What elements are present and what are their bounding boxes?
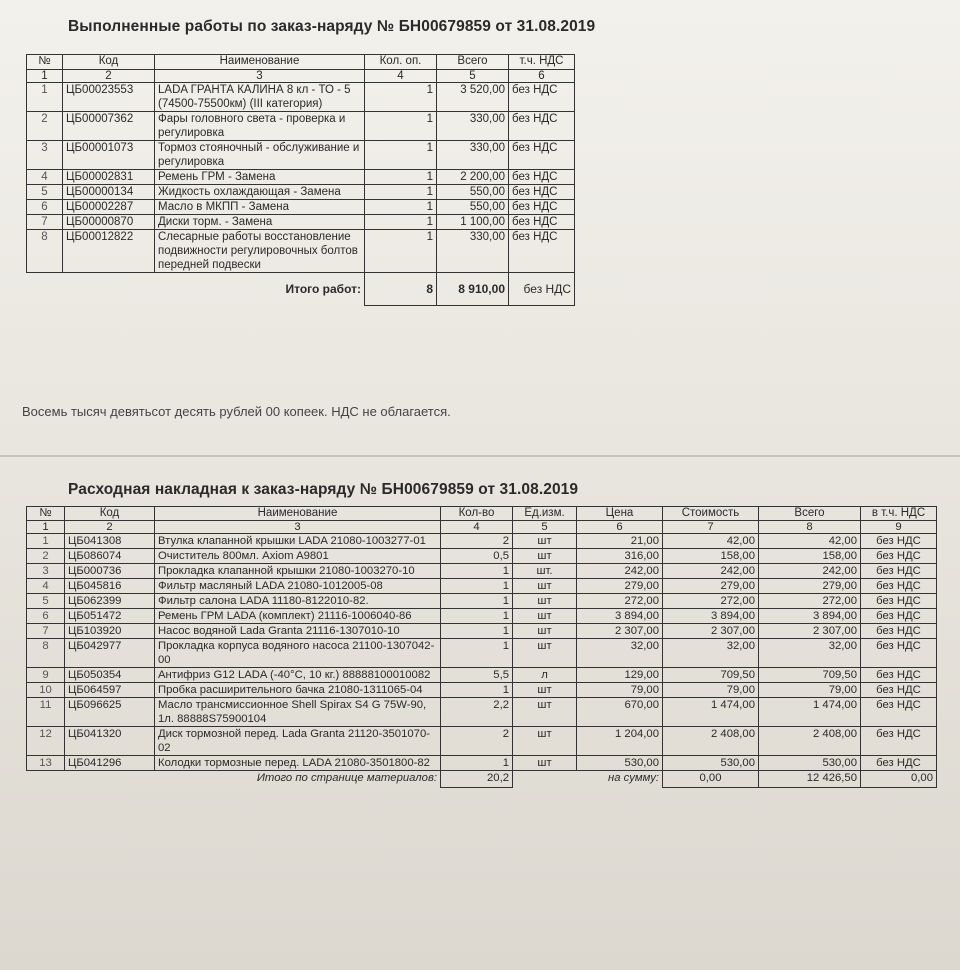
row-total: 550,00 — [437, 185, 509, 200]
row-qty: 1 — [365, 170, 437, 185]
row-cost: 242,00 — [663, 564, 759, 579]
row-qty: 1 — [441, 639, 513, 668]
materials-footer-qty: 20,2 — [441, 771, 513, 788]
materials-header-cell: Код — [65, 507, 155, 521]
row-cost: 3 894,00 — [663, 609, 759, 624]
row-name: Жидкость охлаждающая - Замена — [155, 185, 365, 200]
row-cost: 42,00 — [663, 534, 759, 549]
row-qty: 1 — [365, 185, 437, 200]
row-price: 670,00 — [577, 698, 663, 727]
row-code: ЦБ00000870 — [63, 215, 155, 230]
row-cost: 530,00 — [663, 756, 759, 771]
materials-header-cell: Стоимость — [663, 507, 759, 521]
row-number: 5 — [27, 594, 65, 609]
column-number: 5 — [513, 521, 577, 534]
works-header-cell: Кол. оп. — [365, 55, 437, 70]
materials-column-numbers — [27, 521, 937, 534]
works-header-cell: Код — [63, 55, 155, 70]
row-qty: 1 — [365, 230, 437, 273]
table-row — [27, 683, 937, 698]
row-cost: 2 307,00 — [663, 624, 759, 639]
works-total-vat: без НДС — [509, 273, 575, 306]
row-code: ЦБ064597 — [65, 683, 155, 698]
row-name: Ремень ГРМ - Замена — [155, 170, 365, 185]
materials-header-cell: № — [27, 507, 65, 521]
row-vat: без НДС — [861, 698, 937, 727]
works-header-row — [27, 55, 575, 70]
works-header-cell: Наименование — [155, 55, 365, 70]
column-number: 6 — [509, 70, 575, 83]
row-code: ЦБ000736 — [65, 564, 155, 579]
row-number: 12 — [27, 727, 65, 756]
row-total: 272,00 — [759, 594, 861, 609]
row-name: Масло в МКПП - Замена — [155, 200, 365, 215]
row-number: 2 — [27, 112, 63, 141]
works-header-cell: № — [27, 55, 63, 70]
row-unit: шт — [513, 534, 577, 549]
row-code: ЦБ00001073 — [63, 141, 155, 170]
row-vat: без НДС — [509, 230, 575, 273]
row-code: ЦБ041308 — [65, 534, 155, 549]
row-number: 1 — [27, 534, 65, 549]
row-price: 279,00 — [577, 579, 663, 594]
row-code: ЦБ00023553 — [63, 83, 155, 112]
row-qty: 2 — [441, 727, 513, 756]
row-price: 79,00 — [577, 683, 663, 698]
row-vat: без НДС — [509, 185, 575, 200]
row-name: Фильтр масляный LADA 21080-1012005-08 — [155, 579, 441, 594]
row-unit: шт. — [513, 564, 577, 579]
row-total: 158,00 — [759, 549, 861, 564]
row-number: 8 — [27, 230, 63, 273]
column-number: 7 — [663, 521, 759, 534]
column-number: 5 — [437, 70, 509, 83]
row-number: 1 — [27, 83, 63, 112]
row-name: Пробка расширительного бачка 21080-1311065-04 — [155, 683, 441, 698]
row-number: 6 — [27, 200, 63, 215]
row-vat: без НДС — [861, 624, 937, 639]
row-price: 316,00 — [577, 549, 663, 564]
table-row — [27, 215, 575, 230]
materials-table — [26, 506, 937, 788]
row-name: Ремень ГРМ LADA (комплект) 21116-1006040-86 — [155, 609, 441, 624]
materials-header-cell: в т.ч. НДС — [861, 507, 937, 521]
table-row — [27, 668, 937, 683]
row-qty: 2 — [441, 534, 513, 549]
row-number: 10 — [27, 683, 65, 698]
row-price: 129,00 — [577, 668, 663, 683]
row-code: ЦБ062399 — [65, 594, 155, 609]
row-unit: шт — [513, 594, 577, 609]
row-unit: шт — [513, 609, 577, 624]
table-row — [27, 609, 937, 624]
row-qty: 1 — [441, 564, 513, 579]
table-row — [27, 141, 575, 170]
row-vat: без НДС — [861, 727, 937, 756]
row-qty: 2,2 — [441, 698, 513, 727]
row-number: 2 — [27, 549, 65, 564]
row-unit: шт — [513, 698, 577, 727]
table-row — [27, 200, 575, 215]
row-name: LADA ГРАНТА КАЛИНА 8 кл - ТО - 5 (74500-75500км) (III категория) — [155, 83, 365, 112]
row-qty: 1 — [365, 141, 437, 170]
row-name: Очиститель 800мл. Axiom A9801 — [155, 549, 441, 564]
row-qty: 5,5 — [441, 668, 513, 683]
materials-footer-total: 12 426,50 — [759, 771, 861, 788]
row-name: Колодки тормозные перед. LADA 21080-3501800-82 — [155, 756, 441, 771]
row-unit: шт — [513, 579, 577, 594]
row-total: 32,00 — [759, 639, 861, 668]
row-code: ЦБ00002287 — [63, 200, 155, 215]
materials-footer-cost: 0,00 — [663, 771, 759, 788]
table-row — [27, 756, 937, 771]
column-number: 8 — [759, 521, 861, 534]
amount-in-words: Восемь тысяч девятьсот десять рублей 00 копеек. НДС не облагается. — [22, 404, 451, 419]
row-total: 330,00 — [437, 230, 509, 273]
materials-footer-vat: 0,00 — [861, 771, 937, 788]
row-total: 709,50 — [759, 668, 861, 683]
row-code: ЦБ045816 — [65, 579, 155, 594]
row-price: 272,00 — [577, 594, 663, 609]
row-total: 530,00 — [759, 756, 861, 771]
row-vat: без НДС — [509, 112, 575, 141]
row-price: 530,00 — [577, 756, 663, 771]
row-unit: шт — [513, 549, 577, 564]
row-vat: без НДС — [861, 534, 937, 549]
row-code: ЦБ050354 — [65, 668, 155, 683]
column-number: 9 — [861, 521, 937, 534]
row-vat: без НДС — [509, 141, 575, 170]
row-qty: 1 — [441, 579, 513, 594]
row-price: 3 894,00 — [577, 609, 663, 624]
row-code: ЦБ042977 — [65, 639, 155, 668]
column-number: 1 — [27, 70, 63, 83]
column-number: 3 — [155, 521, 441, 534]
row-qty: 1 — [365, 83, 437, 112]
materials-footer-label: Итого по странице материалов: — [256, 772, 437, 784]
works-header-cell: Всего — [437, 55, 509, 70]
row-cost: 279,00 — [663, 579, 759, 594]
column-number: 3 — [155, 70, 365, 83]
materials-footer-row — [27, 771, 937, 788]
row-number: 7 — [27, 624, 65, 639]
row-vat: без НДС — [509, 200, 575, 215]
row-vat: без НДС — [861, 683, 937, 698]
row-total: 3 894,00 — [759, 609, 861, 624]
column-number: 2 — [63, 70, 155, 83]
column-number: 4 — [441, 521, 513, 534]
row-name: Диски торм. - Замена — [155, 215, 365, 230]
row-total: 79,00 — [759, 683, 861, 698]
works-total-row — [27, 273, 575, 306]
column-number: 6 — [577, 521, 663, 534]
row-price: 1 204,00 — [577, 727, 663, 756]
row-name: Масло трансмиссионное Shell Spirax S4 G 75W-90, 1л. 88888S75900104 — [155, 698, 441, 727]
row-vat: без НДС — [861, 579, 937, 594]
materials-header-cell: Кол-во — [441, 507, 513, 521]
row-code: ЦБ00012822 — [63, 230, 155, 273]
row-vat: без НДС — [861, 609, 937, 624]
row-qty: 1 — [441, 624, 513, 639]
works-total-label: Итого работ: — [27, 273, 365, 306]
row-vat: без НДС — [509, 215, 575, 230]
works-column-numbers — [27, 70, 575, 83]
row-cost: 709,50 — [663, 668, 759, 683]
row-price: 21,00 — [577, 534, 663, 549]
row-name: Прокладка корпуса водяного насоса 21100-1307042-00 — [155, 639, 441, 668]
row-qty: 1 — [441, 683, 513, 698]
table-row — [27, 564, 937, 579]
row-number: 9 — [27, 668, 65, 683]
column-number: 1 — [27, 521, 65, 534]
row-total: 2 307,00 — [759, 624, 861, 639]
row-cost: 158,00 — [663, 549, 759, 564]
row-qty: 1 — [365, 112, 437, 141]
row-code: ЦБ041320 — [65, 727, 155, 756]
works-title: Выполненные работы по заказ-наряду № БН00679859 от 31.08.2019 — [68, 18, 596, 35]
row-name: Фильтр салона LADA 11180-8122010-82. — [155, 594, 441, 609]
row-unit: шт — [513, 727, 577, 756]
row-total: 1 100,00 — [437, 215, 509, 230]
materials-title: Расходная накладная к заказ-наряду № БН00679859 от 31.08.2019 — [68, 481, 579, 498]
table-row — [27, 230, 575, 273]
column-number: 4 — [365, 70, 437, 83]
row-name: Слесарные работы восстановление подвижности регулировочных болтов передней подвески — [155, 230, 365, 273]
row-total: 3 520,00 — [437, 83, 509, 112]
row-total: 1 474,00 — [759, 698, 861, 727]
row-code: ЦБ096625 — [65, 698, 155, 727]
row-number: 8 — [27, 639, 65, 668]
row-unit: шт — [513, 683, 577, 698]
row-total: 42,00 — [759, 534, 861, 549]
row-name: Диск тормозной перед. Lada Granta 21120-3501070-02 — [155, 727, 441, 756]
row-vat: без НДС — [509, 83, 575, 112]
row-number: 6 — [27, 609, 65, 624]
table-row — [27, 549, 937, 564]
works-table — [26, 54, 575, 306]
row-vat: без НДС — [861, 639, 937, 668]
table-row — [27, 579, 937, 594]
row-code: ЦБ086074 — [65, 549, 155, 564]
row-number: 13 — [27, 756, 65, 771]
materials-header-cell: Всего — [759, 507, 861, 521]
row-code: ЦБ00000134 — [63, 185, 155, 200]
row-number: 11 — [27, 698, 65, 727]
row-total: 242,00 — [759, 564, 861, 579]
row-price: 242,00 — [577, 564, 663, 579]
row-vat: без НДС — [509, 170, 575, 185]
row-name: Насос водяной Lada Granta 21116-1307010-10 — [155, 624, 441, 639]
table-row — [27, 698, 937, 727]
row-name: Тормоз стояночный - обслуживание и регулировка — [155, 141, 365, 170]
row-code: ЦБ00002831 — [63, 170, 155, 185]
table-row — [27, 639, 937, 668]
materials-header-cell: Цена — [577, 507, 663, 521]
row-total: 2 200,00 — [437, 170, 509, 185]
table-row — [27, 185, 575, 200]
row-qty: 1 — [365, 200, 437, 215]
table-row — [27, 727, 937, 756]
row-cost: 272,00 — [663, 594, 759, 609]
row-total: 330,00 — [437, 112, 509, 141]
row-code: ЦБ00007362 — [63, 112, 155, 141]
row-total: 2 408,00 — [759, 727, 861, 756]
row-cost: 32,00 — [663, 639, 759, 668]
row-name: Антифриз G12 LADA (-40°C, 10 кг.) 88888100010082 — [155, 668, 441, 683]
row-number: 4 — [27, 579, 65, 594]
row-unit: шт — [513, 639, 577, 668]
row-qty: 1 — [365, 215, 437, 230]
row-name: Фары головного света - проверка и регулировка — [155, 112, 365, 141]
works-body — [27, 83, 575, 273]
row-unit: шт — [513, 624, 577, 639]
row-number: 3 — [27, 141, 63, 170]
row-qty: 0,5 — [441, 549, 513, 564]
row-vat: без НДС — [861, 594, 937, 609]
materials-header-cell: Наименование — [155, 507, 441, 521]
row-name: Прокладка клапанной крышки 21080-1003270-10 — [155, 564, 441, 579]
row-number: 4 — [27, 170, 63, 185]
works-total-qty: 8 — [365, 273, 437, 306]
row-cost: 79,00 — [663, 683, 759, 698]
row-number: 7 — [27, 215, 63, 230]
table-row — [27, 112, 575, 141]
table-row — [27, 170, 575, 185]
works-total-sum: 8 910,00 — [437, 273, 509, 306]
row-unit: шт — [513, 756, 577, 771]
row-qty: 1 — [441, 609, 513, 624]
materials-header-row — [27, 507, 937, 521]
row-name: Втулка клапанной крышки LADA 21080-1003277-01 — [155, 534, 441, 549]
row-price: 2 307,00 — [577, 624, 663, 639]
row-number: 3 — [27, 564, 65, 579]
page-fold-divider — [0, 455, 960, 457]
table-row — [27, 594, 937, 609]
row-code: ЦБ051472 — [65, 609, 155, 624]
row-code: ЦБ103920 — [65, 624, 155, 639]
row-vat: без НДС — [861, 756, 937, 771]
works-header-cell: т.ч. НДС — [509, 55, 575, 70]
row-qty: 1 — [441, 594, 513, 609]
materials-body — [27, 534, 937, 771]
column-number: 2 — [65, 521, 155, 534]
row-total: 279,00 — [759, 579, 861, 594]
row-unit: л — [513, 668, 577, 683]
table-row — [27, 624, 937, 639]
row-total: 550,00 — [437, 200, 509, 215]
row-qty: 1 — [441, 756, 513, 771]
table-row — [27, 83, 575, 112]
row-code: ЦБ041296 — [65, 756, 155, 771]
materials-footer-sum-label: на сумму: — [608, 772, 659, 784]
row-total: 330,00 — [437, 141, 509, 170]
row-number: 5 — [27, 185, 63, 200]
row-cost: 2 408,00 — [663, 727, 759, 756]
row-price: 32,00 — [577, 639, 663, 668]
materials-header-cell: Ед.изм. — [513, 507, 577, 521]
row-cost: 1 474,00 — [663, 698, 759, 727]
table-row — [27, 534, 937, 549]
row-vat: без НДС — [861, 668, 937, 683]
row-vat: без НДС — [861, 564, 937, 579]
row-vat: без НДС — [861, 549, 937, 564]
